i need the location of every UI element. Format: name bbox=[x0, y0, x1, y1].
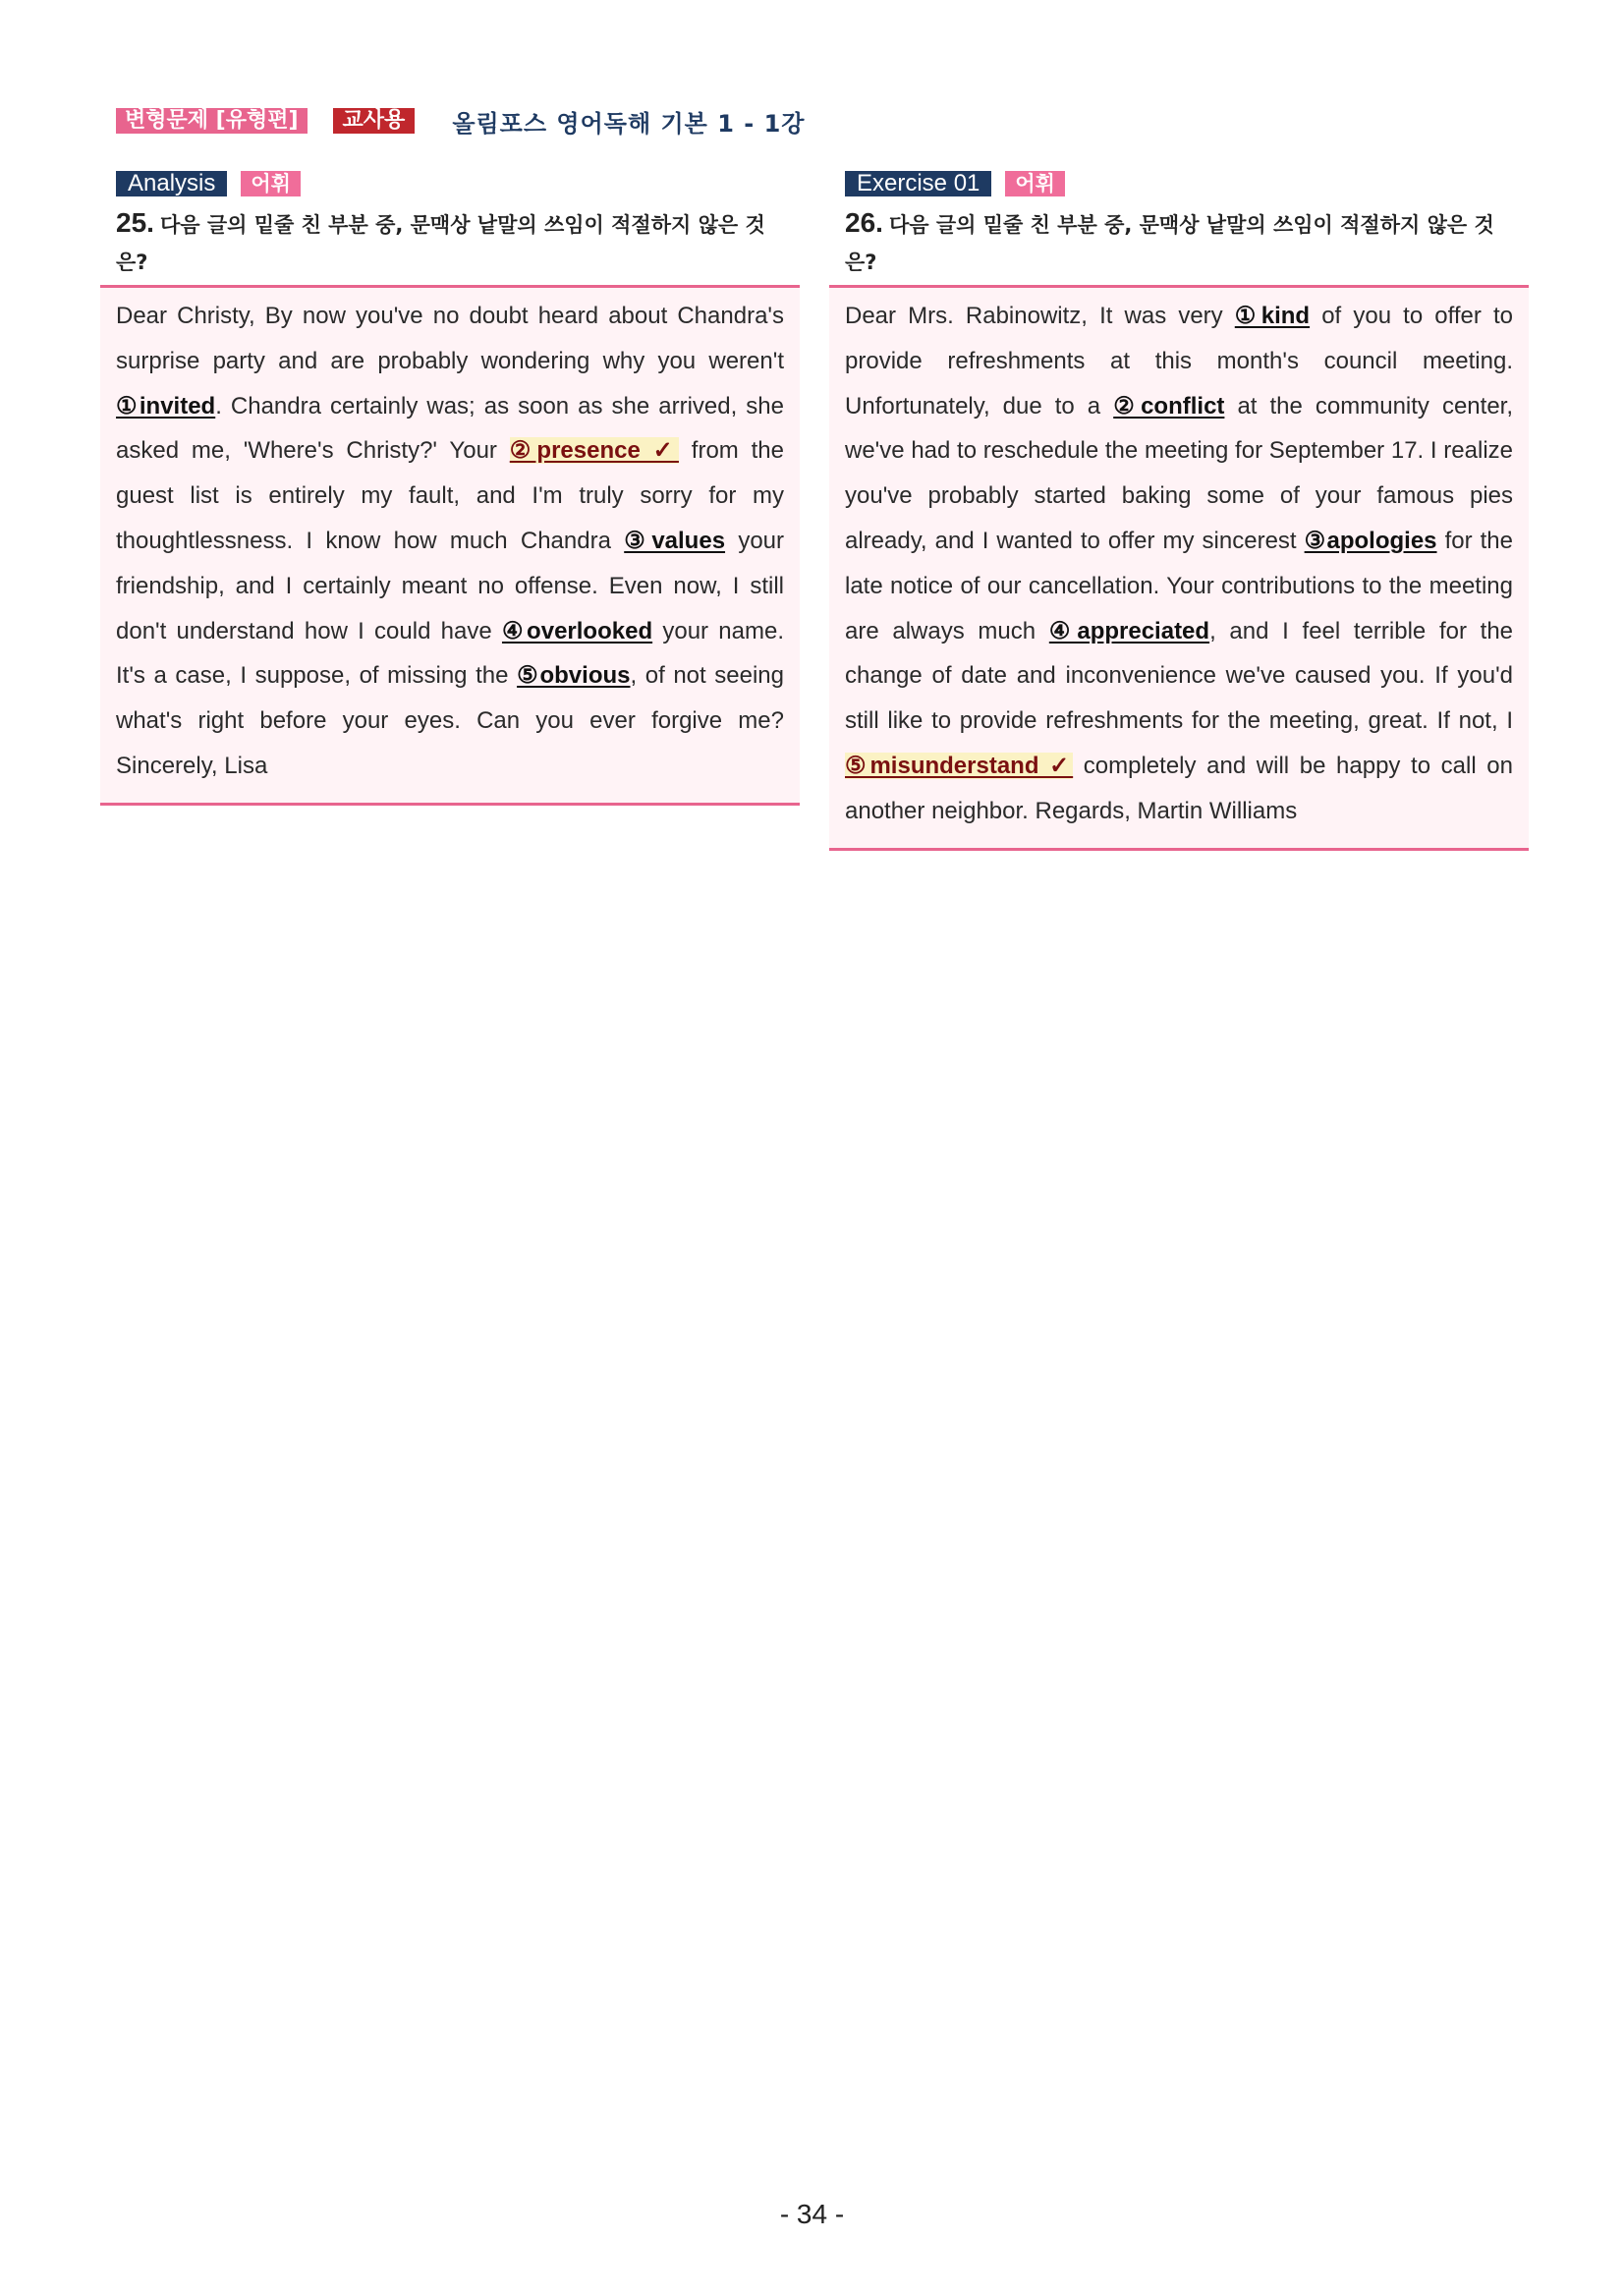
passage-text: , of not seeing what's right before your eyes. Can you ever forgive me? Sincerely, Lisa bbox=[116, 662, 785, 779]
option-2-answer: ②presence ✓ bbox=[509, 437, 679, 465]
passage-text: your name. It's a case, I suppose, of missing the bbox=[116, 617, 784, 690]
option-4: ④appreciated bbox=[1048, 617, 1210, 644]
option-5-answer: ⑤misunderstand ✓ bbox=[845, 752, 1074, 779]
option-3: ③apologies bbox=[1304, 527, 1437, 554]
passage-text: of you to offer to provide refreshments at this month's council meeting. Unfortunately, due to a bbox=[845, 303, 1514, 420]
question-25-column bbox=[100, 171, 800, 806]
vocabulary-label: 어휘 bbox=[1005, 171, 1065, 196]
passage-text: , and I feel terrible for the change of date and inconvenience we've caused you. If you'd still like to provide refreshments for the meeting, great. If not, I bbox=[845, 617, 1514, 735]
question-prompt bbox=[845, 204, 1513, 285]
passage-text: . Chandra certainly was; as soon as she arrived, she asked me, 'Where's Christy?' Your bbox=[116, 392, 784, 465]
question-text: 다음 글의 밑줄 친 부분 중, 문맥상 낱말의 쓰임이 적절하지 않은 것은? bbox=[845, 213, 1494, 274]
analysis-label: Analysis bbox=[116, 171, 227, 196]
option-1: ①kind bbox=[1234, 303, 1311, 329]
option-4: ④overlooked bbox=[501, 617, 653, 644]
question-26-column bbox=[829, 171, 1529, 851]
question-text: 다음 글의 밑줄 친 부분 중, 문맥상 낱말의 쓰임이 적절하지 않은 것은? bbox=[116, 213, 765, 274]
option-1: ①invited bbox=[116, 392, 216, 420]
vocabulary-label: 어휘 bbox=[241, 171, 301, 196]
page-title: 올림포스 영어독해 기본 1 - 1강 bbox=[452, 109, 806, 138]
question-prompt bbox=[116, 204, 784, 285]
passage-box bbox=[829, 285, 1529, 851]
passage-text: from the guest list is entirely my fault, and I'm truly sorry for my thoughtlessness. I know how much Chandra bbox=[116, 437, 784, 554]
variant-type-tag: 변형문제 [유형편] bbox=[116, 108, 308, 134]
passage-box bbox=[100, 285, 800, 806]
exercise-label: Exercise 01 bbox=[845, 171, 991, 196]
passage-text: completely and will be happy to call on another neighbor. Regards, Martin Williams bbox=[845, 752, 1513, 824]
section-labels bbox=[845, 171, 1529, 196]
passage-text: for the late notice of our cancellation. Your contributions to the meeting are always much bbox=[845, 527, 1513, 644]
option-2: ②conflict bbox=[1113, 392, 1225, 420]
teacher-edition-tag: 교사용 bbox=[333, 108, 416, 134]
question-number: 26. bbox=[845, 207, 883, 238]
page-header bbox=[116, 104, 805, 138]
passage-text: Dear Mrs. Rabinowitz, It was very bbox=[845, 303, 1235, 329]
option-5: ⑤obvious bbox=[517, 662, 631, 690]
passage-text: Dear Christy, By now you've no doubt heard about Chandra's surprise party and are probably wondering why you weren't bbox=[116, 303, 784, 374]
page-number: - 34 - bbox=[779, 2199, 845, 2229]
option-3: ③values bbox=[624, 527, 726, 554]
section-labels bbox=[116, 171, 800, 196]
passage-text: your friendship, and I certainly meant no offense. Even now, I still don't understand how I could have bbox=[116, 527, 785, 644]
question-number: 25. bbox=[116, 207, 154, 238]
passage-text: at the community center, we've had to reschedule the meeting for September 17. I realize you've probably started baking some of your famous pies already, and I wanted to offer my sincerest bbox=[845, 392, 1513, 554]
